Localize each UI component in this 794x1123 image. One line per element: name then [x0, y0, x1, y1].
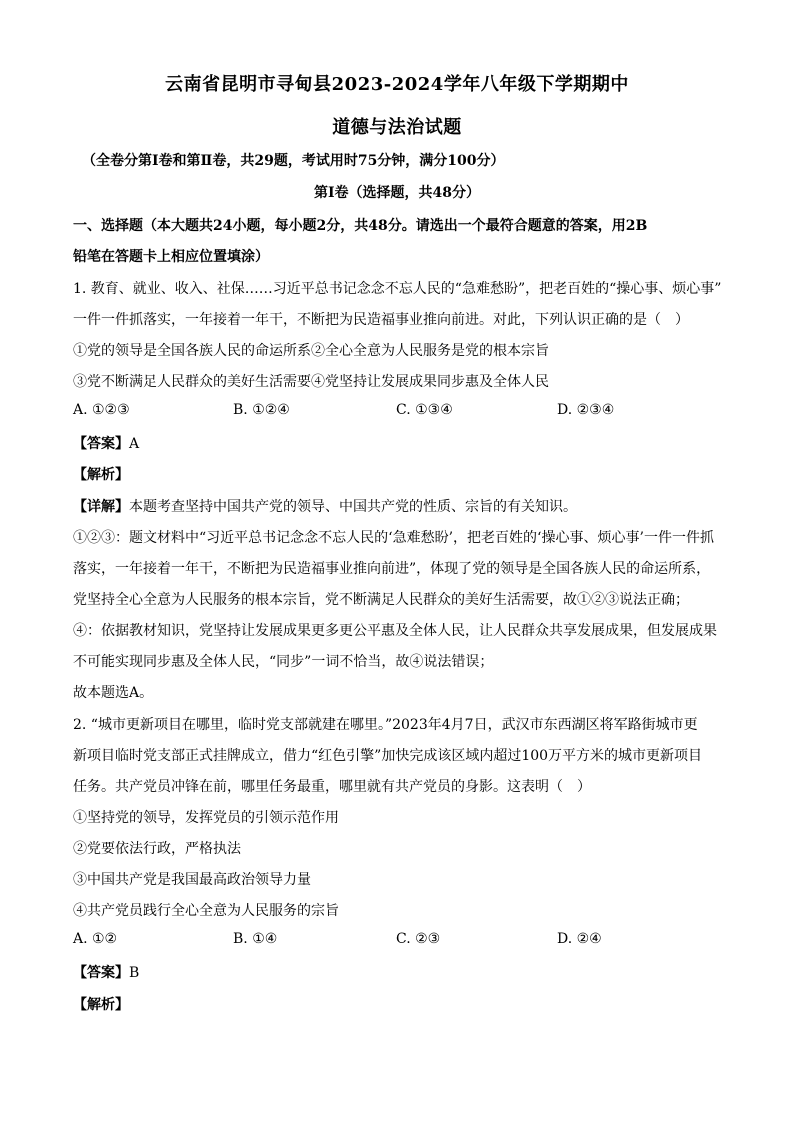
q1-option-d: D. ②③④	[557, 402, 615, 418]
q1-option-b: B. ①②④	[233, 402, 290, 418]
q2-option-a: A. ①②	[73, 931, 118, 947]
q1-option-a: A. ①②③	[73, 402, 130, 418]
q2-statement-3: ③中国共产党是我国最高政治领导力量	[73, 872, 311, 888]
q1-detail-line-5: ④：依据教材知识，党坚持让发展成果更多更公平惠及全体人民，让人民群众共享发展成果，但发展成果	[73, 623, 717, 639]
q2-statement-2: ②党要依法行政，严格执法	[73, 841, 241, 857]
q1-detail-line-6: 不可能实现同步惠及全体人民，“同步”一词不恰当，故④说法错误；	[73, 654, 494, 670]
q1-detail-line-4: 党坚持全心全意为人民服务的根本宗旨，党不断满足人民群众的美好生活需要，故①②③说法正确；	[73, 592, 689, 608]
q2-analysis-tag: 【解析】	[73, 997, 129, 1013]
detail-tag: 【详解】	[73, 499, 129, 515]
q1-statement-line-1: ①党的领导是全国各族人民的命运所系②全心全意为人民服务是党的根本宗旨	[73, 343, 549, 359]
answer-value: B	[129, 965, 140, 981]
q2-stem-line-2: 新项目临时党支部正式挂牌成立，借力“红色引擎”加快完成该区域内超过100万平方米的城市更新项目	[73, 748, 703, 764]
q1-detail-line-1: 【详解】本题考查坚持中国共产党的领导、中国共产党的性质、宗旨的有关知识。	[73, 499, 577, 515]
answer-tag: 【答案】	[73, 965, 129, 981]
q1-answer	[73, 433, 139, 453]
q1-stem-line-2: 一件一件抓落实，一年接着一年干，不断把为民造福事业推向前进。对此，下列认识正确的是（ ）	[73, 312, 689, 328]
q2-stem-line-3: 任务。共产党员冲锋在前，哪里任务最重，哪里就有共产党员的身影。这表明（ ）	[73, 779, 591, 795]
instructions-line-2: 铅笔在答题卡上相应位置填涂）	[73, 249, 269, 265]
q2-answer	[73, 962, 139, 982]
exam-title: 云南省昆明市寻甸县2023-2024学年八年级下学期期中	[165, 74, 629, 95]
q1-option-c: C. ①③④	[396, 402, 453, 418]
section-heading: 第Ⅰ卷（选择题，共48分）	[313, 185, 481, 201]
q1-detail-line-7: 故本题选A。	[73, 685, 154, 701]
q2-option-d: D. ②④	[557, 931, 602, 947]
exam-subject: 道德与法治试题	[332, 117, 462, 138]
q1-detail-line-2: ①②③：题文材料中“习近平总书记念念不忘人民的‘急难愁盼’，把老百姓的‘操心事、烦心事’一件一件抓	[73, 530, 714, 546]
q2-statement-1: ①坚持党的领导，发挥党员的引领示范作用	[73, 810, 339, 826]
instructions-line-1: 一、选择题（本大题共24小题，每小题2分，共48分。请选出一个最符合题意的答案，用2B	[73, 218, 648, 234]
q1-stem-line-1: 1. 教育、就业、收入、社保……习近平总书记念念不忘人民的“急难愁盼”，把老百姓的“操心事、烦心事”	[73, 281, 722, 297]
q2-option-b: B. ①④	[233, 931, 278, 947]
answer-value: A	[129, 436, 140, 452]
q2-statement-4: ④共产党员践行全心全意为人民服务的宗旨	[73, 903, 339, 919]
q1-analysis-tag: 【解析】	[73, 467, 129, 483]
q1-detail-line-3: 落实，一年接着一年干，不断把为民造福事业推向前进”，体现了党的领导是全国各族人民的命运所系，	[73, 561, 711, 577]
exam-note: （全卷分第Ⅰ卷和第Ⅱ卷，共29题，考试用时75分钟，满分100分）	[82, 153, 505, 169]
q1-statement-line-2: ③党不断满足人民群众的美好生活需要④党坚持让发展成果同步惠及全体人民	[73, 374, 549, 390]
q2-option-c: C. ②③	[396, 931, 441, 947]
q2-stem-line-1: 2. “城市更新项目在哪里，临时党支部就建在哪里。”2023年4月7日，武汉市东西湖区将军路街城市更	[73, 717, 698, 733]
answer-tag: 【答案】	[73, 436, 129, 452]
